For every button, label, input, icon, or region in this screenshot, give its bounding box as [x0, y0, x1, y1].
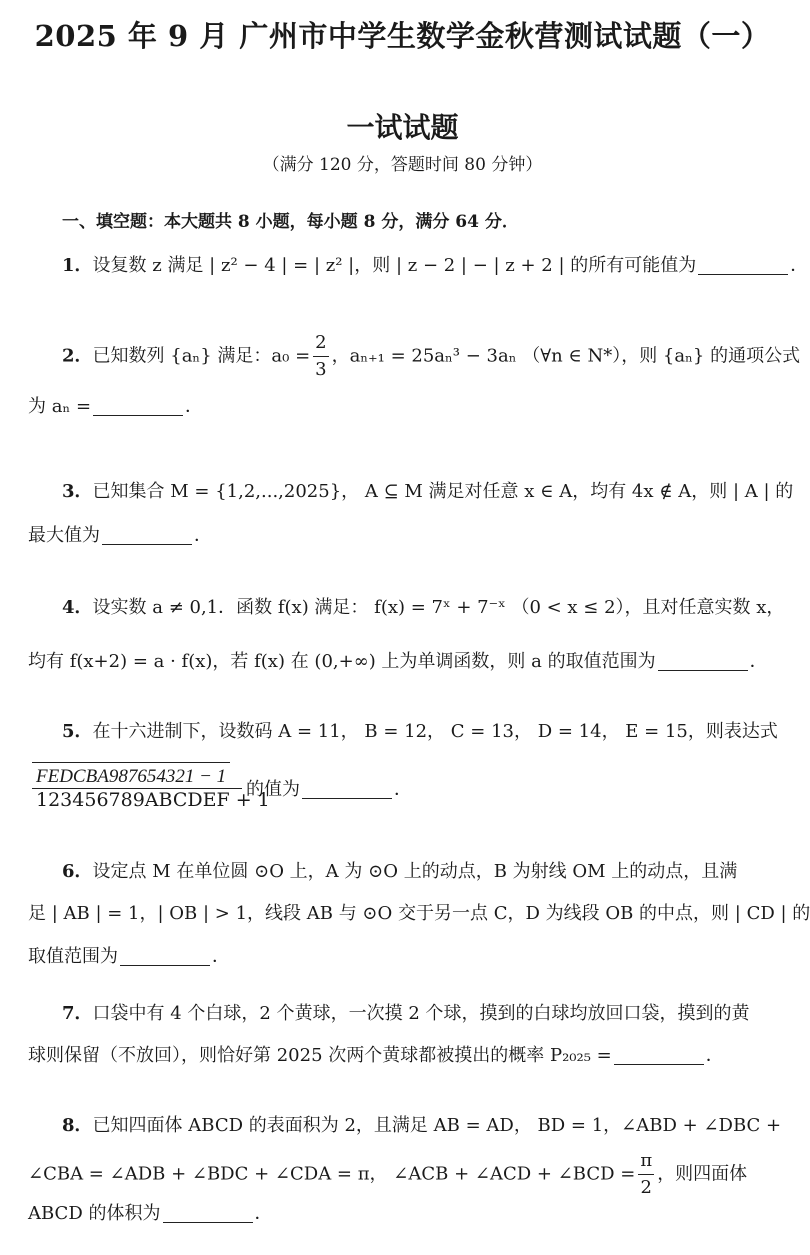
question-text: 设复数 z 满足 | z² − 4 | = | z² |，则 | z − 2 | − | z + 2 | 的所有可能值为	[92, 255, 697, 276]
question-text: 设实数 a ≠ 0,1．函数 f(x) 满足： f(x) = 7ˣ + 7⁻ˣ （0 < x ≤ 2），且对任意实数 x，	[92, 597, 785, 618]
answer-blank	[698, 254, 788, 275]
question-7	[62, 1000, 750, 1028]
question-number: 1．	[62, 255, 93, 276]
question-5-tail: 的值为 ．	[246, 779, 412, 800]
section-heading: 一、填空题：本大题共 8 小题，每小题 8 分，满分 64 分．	[62, 212, 519, 232]
question-8	[62, 1112, 781, 1140]
question-text: 已知四面体 ABCD 的表面积为 2，且满足 AB = AD， BD = 1，∠ABD + ∠DBC +	[92, 1115, 782, 1136]
fraction: $\frac{\pi}{2}$	[640, 1150, 653, 1198]
question-number: 3．	[62, 481, 93, 502]
question-3	[62, 478, 793, 506]
question-8-line-2: ∠CBA = ∠ADB + ∠BDC + ∠CDA = π， ∠ACB + ∠ACD + ∠BCD = $\frac{\pi}{2}$ ，则四面体	[28, 1148, 747, 1201]
question-text: 设定点 M 在单位圆 ⊙O 上，A 为 ⊙O 上的动点，B 为射线 OM 上的动点，且满	[92, 861, 738, 882]
question-number: 8．	[62, 1115, 93, 1136]
answer-blank	[102, 524, 192, 545]
question-number: 2．	[62, 345, 93, 367]
fraction: $\frac{2}{3}$	[315, 332, 327, 380]
page-title: 2025 年 9 月 广州市中学生数学金秋营测试试题（一）	[34, 19, 771, 53]
answer-blank	[163, 1202, 253, 1223]
question-1: 1．设复数 z 满足 | z² − 4 | = | z² |，则 | z − 2 | − | z + 2 | 的所有可能值为 ．	[62, 255, 809, 276]
question-6-line-3: 取值范围为 ．	[28, 946, 230, 967]
question-number: 7．	[62, 1003, 93, 1024]
question-number: 6．	[62, 861, 93, 882]
question-text: 口袋中有 4 个白球，2 个黄球，一次摸 2 个球，摸到的白球均放回口袋，摸到的黄	[92, 1003, 750, 1024]
answer-blank	[120, 945, 210, 966]
numerator: FEDCBA987654321 − 1	[36, 766, 227, 787]
question-number: 4．	[62, 597, 93, 618]
question-text: 已知集合 M = {1,2,...,2025}， A ⊆ M 满足对任意 x ∈ A，均有 4x ∉ A，则 | A | 的	[92, 481, 794, 502]
question-text: 已知数列 {aₙ} 满足：a₀ =	[92, 345, 311, 367]
answer-blank	[614, 1044, 704, 1065]
hex-fraction	[32, 762, 274, 811]
question-4	[62, 594, 784, 622]
exam-info: （满分 120 分，答题时间 80 分钟）	[262, 155, 543, 175]
answer-blank	[658, 650, 748, 671]
question-4-line-2: 均有 f(x+2) = a · f(x)，若 f(x) 在 (0,+∞) 上为单调函数，则 a 的取值范围为 ．	[28, 651, 768, 672]
question-text: 在十六进制下，设数码 A = 11， B = 12， C = 13， D = 14， E = 15，则表达式	[92, 721, 778, 742]
question-7-line-2: 球则保留（不放回），则恰好第 2025 次两个黄球都被摸出的概率 P₂₀₂₅ = ．	[28, 1045, 724, 1066]
question-6-line-2: 足 | AB | = 1，| OB | > 1，线段 AB 与 ⊙O 交于另一点 C，D 为线段 OB 的中点，则 | CD | 的	[28, 903, 810, 924]
question-2	[62, 330, 800, 383]
answer-blank	[302, 778, 392, 799]
answer-blank	[93, 395, 183, 416]
question-text: ，aₙ₊₁ = 25aₙ³ − 3aₙ （∀n ∈ N*），则 {aₙ} 的通项公式	[331, 345, 801, 367]
exam-subtitle: 一试试题	[346, 111, 459, 144]
denominator: 123456789ABCDEF + 1	[36, 789, 270, 811]
question-5	[62, 718, 778, 746]
question-6	[62, 858, 737, 886]
question-8-line-3: ABCD 的体积为 ．	[28, 1203, 273, 1224]
question-2-line-2: 为 aₙ = ．	[28, 396, 204, 417]
question-3-line-2: 最大值为 ．	[28, 525, 212, 546]
question-number: 5．	[62, 721, 93, 742]
